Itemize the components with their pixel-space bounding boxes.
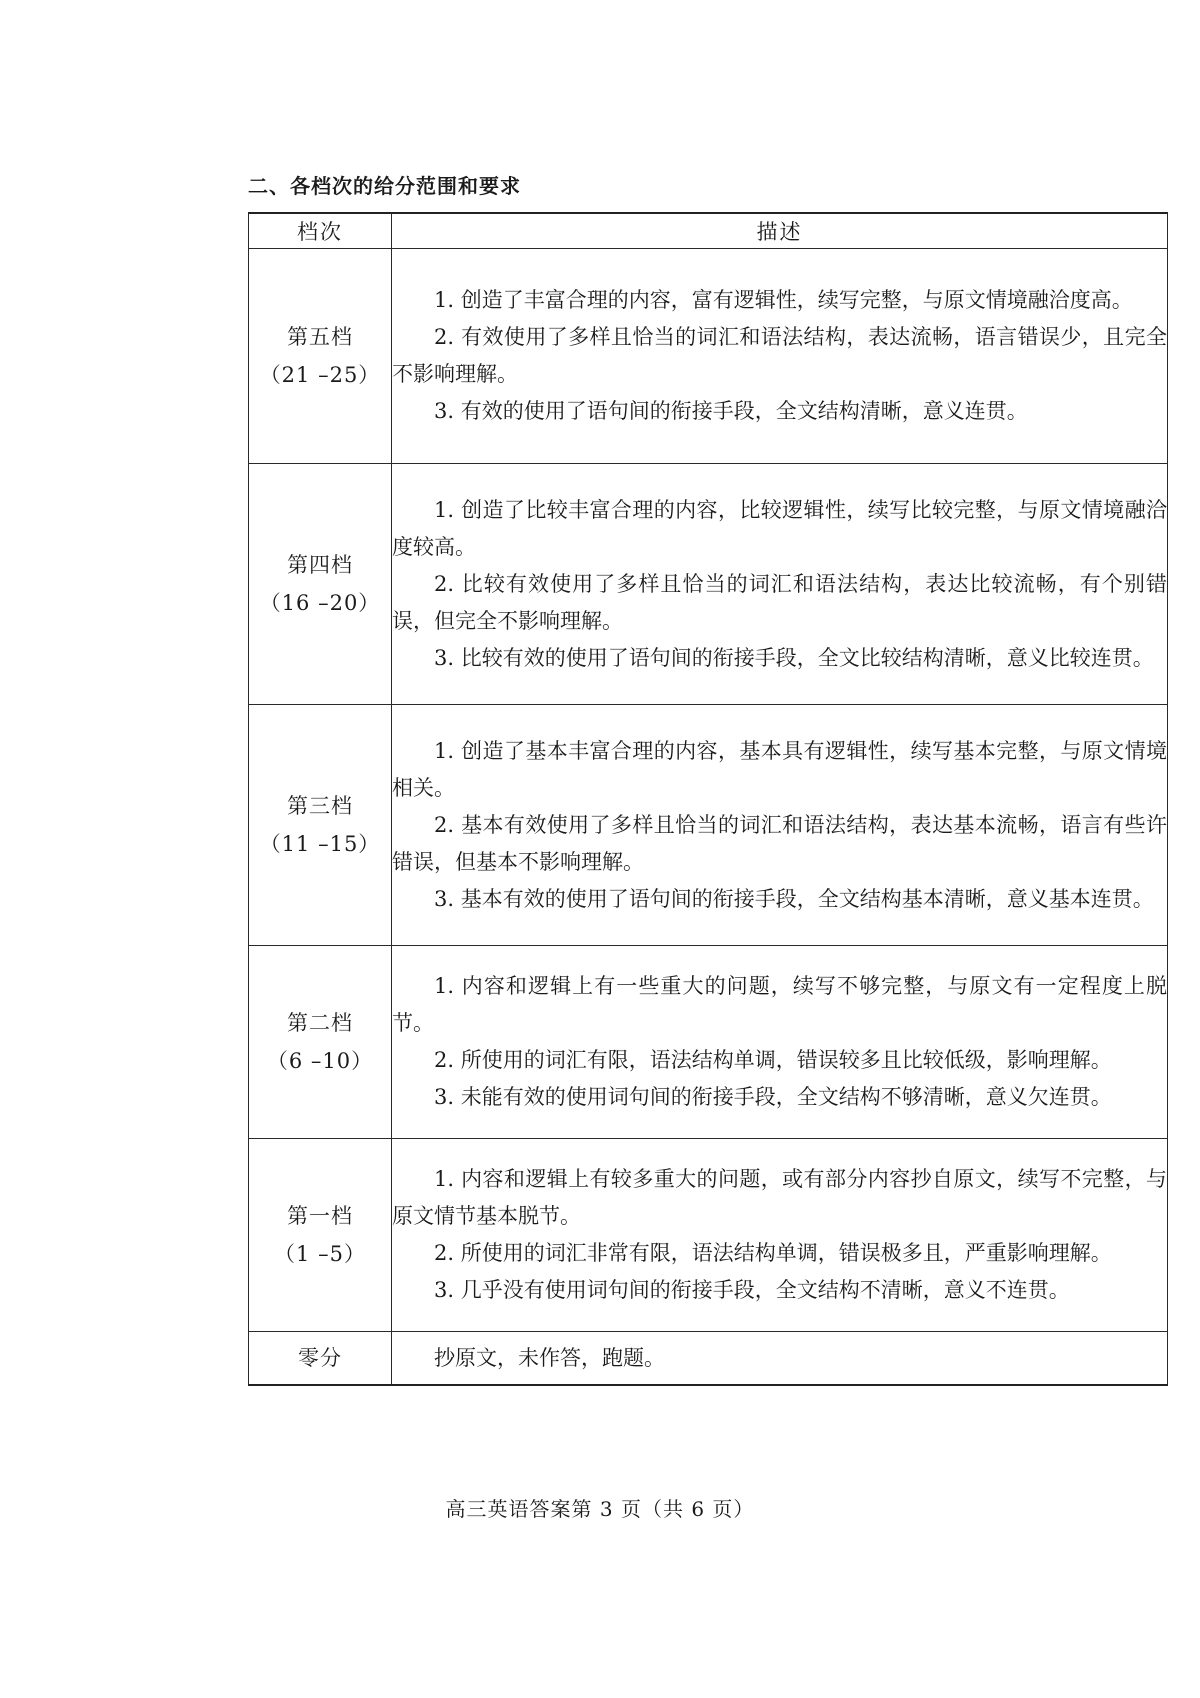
level-cell (249, 249, 392, 464)
level-range: （6 –10） (266, 1049, 374, 1073)
level-name: 第四档 (287, 553, 353, 577)
header-description: 描述 (392, 213, 1168, 249)
criterion-item: 2. 所使用的词汇有限，语法结构单调，错误较多且比较低级，影响理解。 (434, 1048, 1112, 1072)
level-cell (249, 464, 392, 705)
description-cell (392, 249, 1168, 464)
header-level: 档次 (249, 213, 392, 249)
level-range: （16 –20） (259, 591, 381, 615)
level-range: （11 –15） (259, 832, 381, 856)
level-cell (249, 705, 392, 946)
description-cell (392, 1332, 1168, 1386)
table-row (249, 1139, 1168, 1332)
level-range: （1 –5） (274, 1242, 366, 1266)
level-cell (249, 946, 392, 1139)
criterion-item: 3. 几乎没有使用词句间的衔接手段，全文结构不清晰，意义不连贯。 (434, 1278, 1070, 1302)
criterion-item: 2. 有效使用了多样且恰当的词汇和语法结构，表达流畅，语言错误少，且完全不影响理解。 (392, 325, 1167, 386)
level-range: （21 –25） (259, 363, 381, 387)
section-title: 二、各档次的给分范围和要求 (248, 174, 521, 198)
table-row (249, 464, 1168, 705)
criterion-item: 3. 基本有效的使用了语句间的衔接手段，全文结构基本清晰，意义基本连贯。 (434, 886, 1154, 911)
criterion-item: 1. 内容和逻辑上有较多重大的问题，或有部分内容抄自原文，续写不完整，与原文情节基本脱节。 (392, 1167, 1167, 1228)
description-cell (392, 1139, 1168, 1332)
level-name: 第五档 (287, 325, 353, 349)
table-header-row (249, 213, 1168, 249)
page-footer: 高三英语答案第 3 页（共 6 页） (445, 1497, 755, 1521)
level-name: 零分 (298, 1346, 342, 1370)
table-row (249, 705, 1168, 946)
criterion-item: 2. 基本有效使用了多样且恰当的词汇和语法结构，表达基本流畅，语言有些许错误，但基本不影响理解。 (392, 812, 1167, 874)
criterion-item: 2. 比较有效使用了多样且恰当的词汇和语法结构，表达比较流畅，有个别错误，但完全不影响理解。 (392, 571, 1167, 633)
criterion-item: 3. 未能有效的使用词句间的衔接手段，全文结构不够清晰，意义欠连贯。 (434, 1085, 1112, 1109)
description-cell (392, 464, 1168, 705)
level-cell (249, 1332, 392, 1386)
criterion-item: 3. 比较有效的使用了语句间的衔接手段，全文比较结构清晰，意义比较连贯。 (434, 645, 1154, 670)
criterion-item: 2. 所使用的词汇非常有限，语法结构单调，错误极多且，严重影响理解。 (434, 1241, 1112, 1265)
criterion-item: 1. 创造了基本丰富合理的内容，基本具有逻辑性，续写基本完整，与原文情境相关。 (392, 738, 1167, 800)
level-name: 第一档 (287, 1204, 353, 1228)
criterion-item: 3. 有效的使用了语句间的衔接手段，全文结构清晰，意义连贯。 (434, 399, 1028, 423)
level-cell (249, 1139, 392, 1332)
criterion-item: 1. 内容和逻辑上有一些重大的问题，续写不够完整，与原文有一定程度上脱节。 (392, 974, 1167, 1035)
grading-table (248, 212, 1168, 1386)
description-cell (392, 705, 1168, 946)
table-row (249, 249, 1168, 464)
criterion-item: 1. 创造了丰富合理的内容，富有逻辑性，续写完整，与原文情境融洽度高。 (434, 288, 1133, 312)
table-row (249, 946, 1168, 1139)
table-row (249, 1332, 1168, 1386)
level-name: 第三档 (287, 794, 353, 818)
criterion-item: 抄原文，未作答，跑题。 (434, 1345, 665, 1370)
description-cell (392, 946, 1168, 1139)
level-name: 第二档 (287, 1011, 353, 1035)
criterion-item: 1. 创造了比较丰富合理的内容，比较逻辑性，续写比较完整，与原文情境融洽度较高。 (392, 497, 1167, 559)
